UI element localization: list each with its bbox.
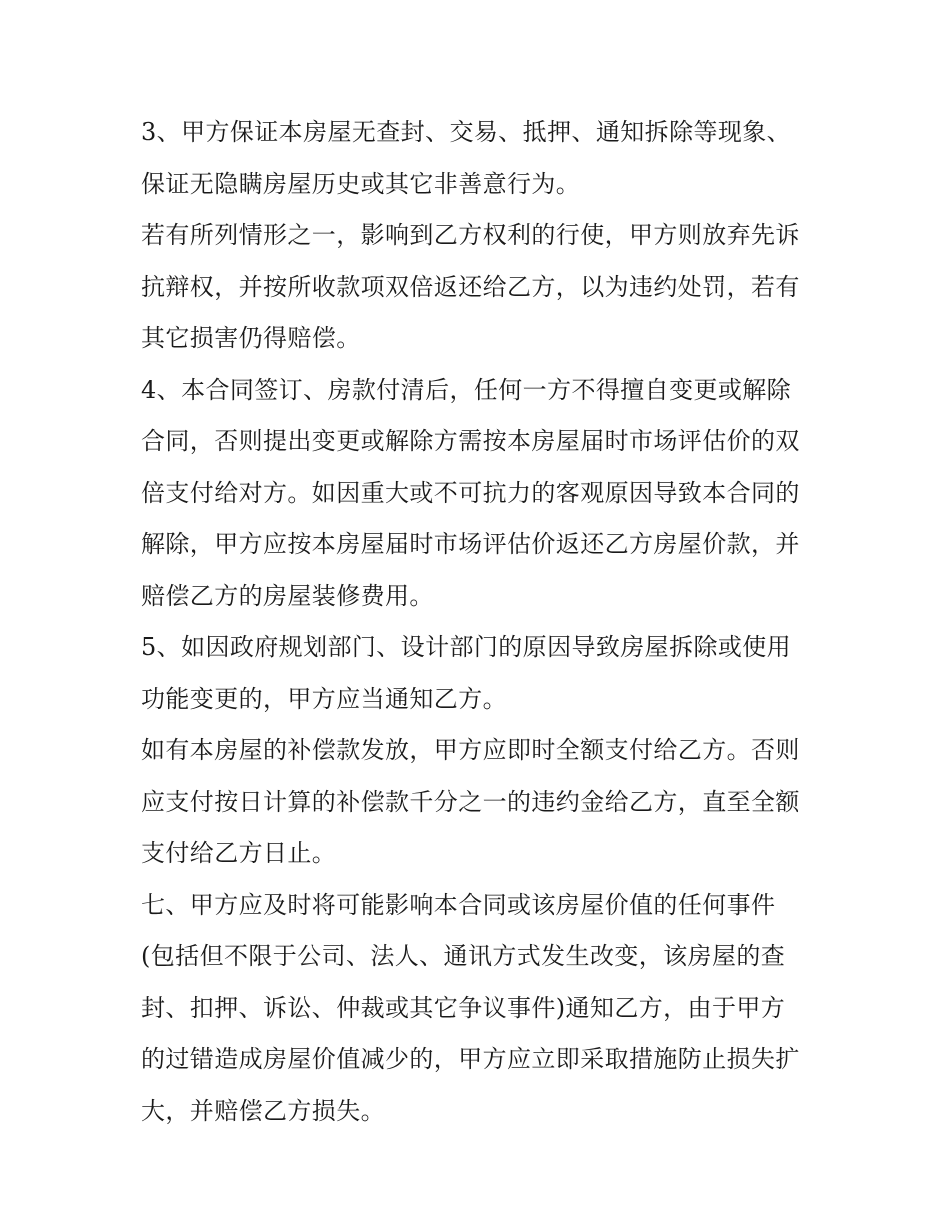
text-line: 若有所列情形之一，影响到乙方权利的行使，甲方则放弃先诉 bbox=[141, 221, 800, 249]
text-line: 应支付按日计算的补偿款千分之一的违约金给乙方，直至全额 bbox=[141, 787, 800, 816]
text-line: 抗辩权，并按所收款项双倍返还给乙方，以为违约处罚，若有 bbox=[141, 272, 800, 301]
text-line: 4、本合同签订、房款付清后，任何一方不得擅自变更或解除 bbox=[141, 375, 792, 404]
text-line: 如有本房屋的补偿款发放，甲方应即时全额支付给乙方。否则 bbox=[141, 736, 800, 764]
text-line: 支付给乙方日止。 bbox=[141, 839, 337, 867]
text-line: 封、扣押、诉讼、仲裁或其它争议事件)通知乙方，由于甲方 bbox=[141, 993, 786, 1022]
text-line: 保证无隐瞒房屋历史或其它非善意行为。 bbox=[141, 169, 581, 198]
text-line: 解除，甲方应按本房屋届时市场评估价返还乙方房屋价款，并 bbox=[141, 530, 800, 558]
text-line: 5、如因政府规划部门、设计部门的原因导致房屋拆除或使用 bbox=[141, 633, 792, 661]
text-line: 合同，否则提出变更或解除方需按本房屋届时市场评估价的双 bbox=[141, 427, 800, 455]
document-body bbox=[141, 107, 821, 1137]
text-line: 功能变更的，甲方应当通知乙方。 bbox=[141, 684, 507, 713]
text-line: 3、甲方保证本房屋无查封、交易、抵押、通知拆除等现象、 bbox=[141, 118, 792, 146]
text-line: 赔偿乙方的房屋装修费用。 bbox=[141, 581, 434, 610]
text-line: 倍支付给对方。如因重大或不可抗力的客观原因导致本合同的 bbox=[141, 478, 800, 507]
text-line: 七、甲方应及时将可能影响本合同或该房屋价值的任何事件 bbox=[141, 890, 776, 919]
text-line: 的过错造成房屋价值减少的，甲方应立即采取措施防止损失扩 bbox=[141, 1045, 800, 1073]
text-line: (包括但不限于公司、法人、通讯方式发生改变，该房屋的查 bbox=[141, 942, 786, 970]
text-line: 其它损害仍得赔偿。 bbox=[141, 324, 361, 352]
text-line: 大，并赔偿乙方损失。 bbox=[141, 1096, 385, 1125]
